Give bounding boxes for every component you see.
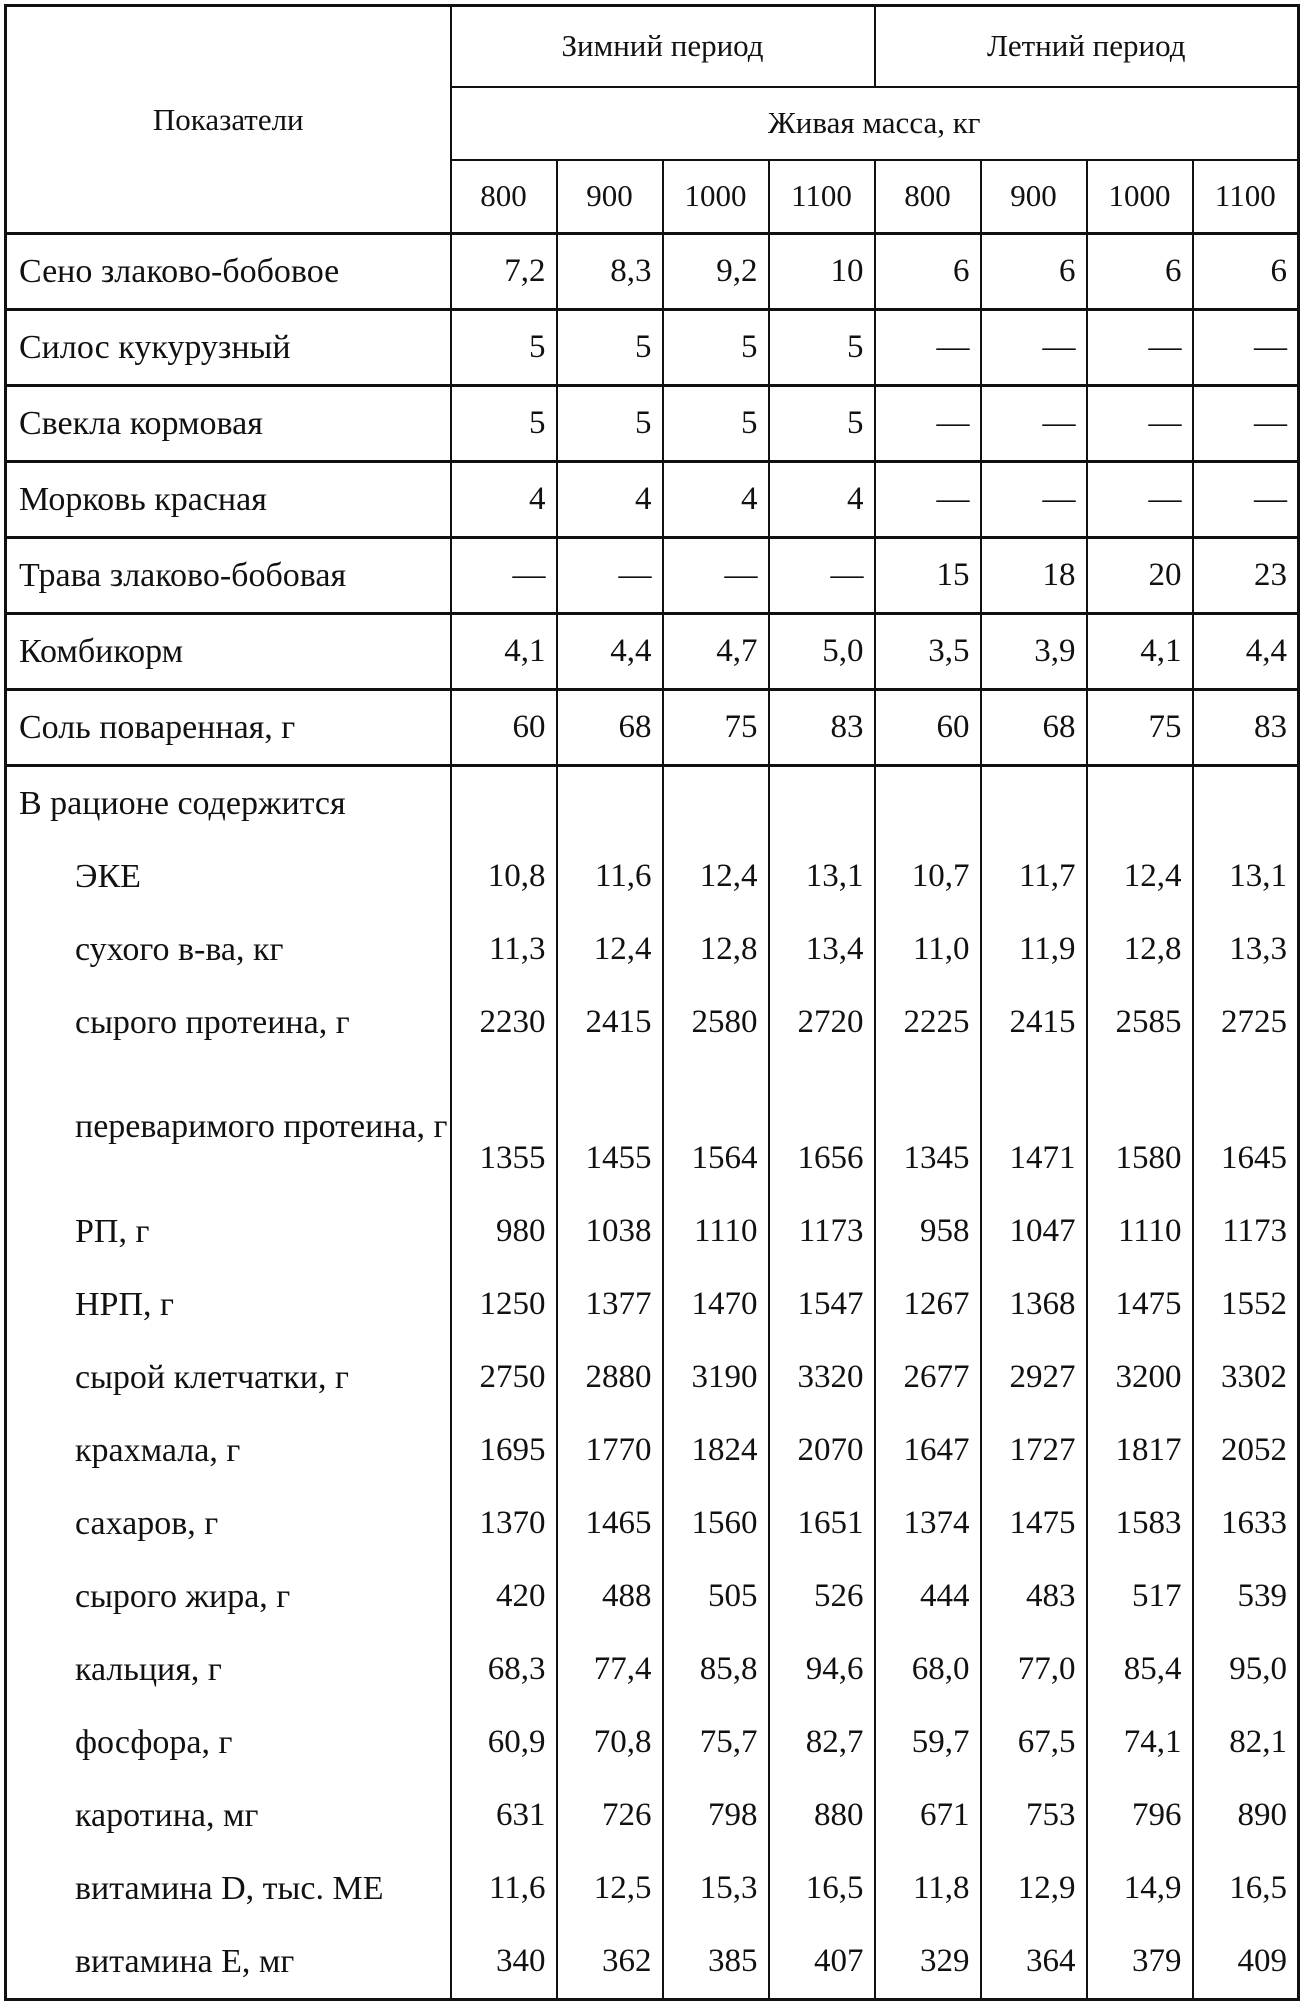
content-value-cell: 890 <box>1193 1779 1299 1852</box>
feed-value-cell: 4,1 <box>451 614 557 690</box>
content-value-cell: 1817 <box>1087 1414 1193 1487</box>
content-value-cell: 74,1 <box>1087 1706 1193 1779</box>
feed-value-cell: — <box>1087 310 1193 386</box>
content-row <box>6 1268 1299 1341</box>
content-value-cell: 1250 <box>451 1268 557 1341</box>
content-value-cell: 1465 <box>557 1487 663 1560</box>
empty-cell <box>557 766 663 841</box>
content-row <box>6 1779 1299 1852</box>
feed-value-cell: 4 <box>557 462 663 538</box>
header-row-periods <box>6 6 1299 87</box>
feed-value-cell: — <box>875 386 981 462</box>
feed-value-cell: — <box>451 538 557 614</box>
content-value-cell: 11,6 <box>557 840 663 913</box>
content-value-cell: 420 <box>451 1560 557 1633</box>
content-value-cell: 12,4 <box>557 913 663 986</box>
summer-period-header: Летний период <box>875 6 1299 87</box>
content-row <box>6 1341 1299 1414</box>
empty-cell <box>875 766 981 841</box>
feed-value-cell: — <box>1193 310 1299 386</box>
content-value-cell: 75,7 <box>663 1706 769 1779</box>
feed-value-cell: — <box>663 538 769 614</box>
content-value-cell: 505 <box>663 1560 769 1633</box>
ration-table-page <box>4 4 1298 1992</box>
content-value-cell: 82,7 <box>769 1706 875 1779</box>
content-value-cell: 1110 <box>663 1195 769 1268</box>
feed-value-cell: 4,1 <box>1087 614 1193 690</box>
content-section-title: В рационе содержится <box>6 766 451 841</box>
content-value-cell: 1374 <box>875 1487 981 1560</box>
content-row <box>6 1852 1299 1925</box>
content-value-cell: 1471 <box>981 1059 1087 1195</box>
feed-value-cell: 68 <box>981 690 1087 766</box>
content-label: каротина, мг <box>6 1779 451 1852</box>
content-value-cell: 11,3 <box>451 913 557 986</box>
content-value-cell: 12,8 <box>663 913 769 986</box>
content-value-cell: 1552 <box>1193 1268 1299 1341</box>
content-value-cell: 2927 <box>981 1341 1087 1414</box>
content-label: сырого протеина, г <box>6 986 451 1059</box>
content-value-cell: 1047 <box>981 1195 1087 1268</box>
content-row <box>6 986 1299 1059</box>
weight-header-cell: 900 <box>981 160 1087 234</box>
content-label: НРП, г <box>6 1268 451 1341</box>
feed-value-cell: — <box>981 386 1087 462</box>
content-row <box>6 913 1299 986</box>
content-label: кальция, г <box>6 1633 451 1706</box>
content-value-cell: 385 <box>663 1925 769 2000</box>
content-row <box>6 840 1299 913</box>
feed-value-cell: 6 <box>1087 234 1193 310</box>
content-value-cell: 67,5 <box>981 1706 1087 1779</box>
content-label: витамина Е, мг <box>6 1925 451 2000</box>
feed-label: Силос кукурузный <box>6 310 451 386</box>
content-value-cell: 409 <box>1193 1925 1299 2000</box>
feed-value-cell: 5 <box>557 310 663 386</box>
content-row <box>6 1195 1299 1268</box>
content-section-title-row <box>6 766 1299 841</box>
content-value-cell: 2415 <box>557 986 663 1059</box>
feed-value-cell: 9,2 <box>663 234 769 310</box>
content-value-cell: 2415 <box>981 986 1087 1059</box>
content-value-cell: 82,1 <box>1193 1706 1299 1779</box>
content-value-cell: 1355 <box>451 1059 557 1195</box>
content-row <box>6 1487 1299 1560</box>
content-value-cell: 13,4 <box>769 913 875 986</box>
content-value-cell: 1580 <box>1087 1059 1193 1195</box>
content-value-cell: 3190 <box>663 1341 769 1414</box>
content-value-cell: 1377 <box>557 1268 663 1341</box>
content-label: крахмала, г <box>6 1414 451 1487</box>
content-value-cell: 1370 <box>451 1487 557 1560</box>
content-value-cell: 60,9 <box>451 1706 557 1779</box>
content-value-cell: 12,8 <box>1087 913 1193 986</box>
content-label: сахаров, г <box>6 1487 451 1560</box>
content-value-cell: 1475 <box>981 1487 1087 1560</box>
content-value-cell: 11,6 <box>451 1852 557 1925</box>
content-value-cell: 1564 <box>663 1059 769 1195</box>
content-value-cell: 726 <box>557 1779 663 1852</box>
content-value-cell: 68,0 <box>875 1633 981 1706</box>
feed-value-cell: — <box>1193 462 1299 538</box>
feed-value-cell: 5 <box>663 310 769 386</box>
content-value-cell: 11,0 <box>875 913 981 986</box>
content-value-cell: 1656 <box>769 1059 875 1195</box>
feed-value-cell: 4,4 <box>1193 614 1299 690</box>
empty-cell <box>1193 766 1299 841</box>
content-value-cell: 2070 <box>769 1414 875 1487</box>
feed-row <box>6 614 1299 690</box>
content-value-cell: 16,5 <box>1193 1852 1299 1925</box>
content-label: фосфора, г <box>6 1706 451 1779</box>
content-value-cell: 11,8 <box>875 1852 981 1925</box>
feed-value-cell: 5 <box>451 386 557 462</box>
content-value-cell: 1173 <box>1193 1195 1299 1268</box>
content-value-cell: 13,3 <box>1193 913 1299 986</box>
content-label: переваримого протеина, г <box>6 1059 451 1195</box>
feed-value-cell: — <box>1193 386 1299 462</box>
content-value-cell: 1267 <box>875 1268 981 1341</box>
content-value-cell: 3200 <box>1087 1341 1193 1414</box>
content-value-cell: 2677 <box>875 1341 981 1414</box>
content-value-cell: 1727 <box>981 1414 1087 1487</box>
content-value-cell: 12,4 <box>1087 840 1193 913</box>
feed-label: Комбикорм <box>6 614 451 690</box>
content-value-cell: 10,8 <box>451 840 557 913</box>
feed-value-cell: 6 <box>981 234 1087 310</box>
content-value-cell: 68,3 <box>451 1633 557 1706</box>
weight-header-cell: 1000 <box>663 160 769 234</box>
feed-value-cell: 68 <box>557 690 663 766</box>
live-weight-header: Живая масса, кг <box>451 87 1299 160</box>
content-label: ЭКЕ <box>6 840 451 913</box>
content-value-cell: 94,6 <box>769 1633 875 1706</box>
content-label: РП, г <box>6 1195 451 1268</box>
feed-value-cell: 10 <box>769 234 875 310</box>
content-row <box>6 1414 1299 1487</box>
content-value-cell: 2225 <box>875 986 981 1059</box>
content-value-cell: 2720 <box>769 986 875 1059</box>
content-value-cell: 631 <box>451 1779 557 1852</box>
content-value-cell: 11,7 <box>981 840 1087 913</box>
content-value-cell: 1470 <box>663 1268 769 1341</box>
feed-value-cell: — <box>1087 386 1193 462</box>
content-value-cell: 2052 <box>1193 1414 1299 1487</box>
content-value-cell: 753 <box>981 1779 1087 1852</box>
feed-row <box>6 538 1299 614</box>
feed-value-cell: — <box>769 538 875 614</box>
feed-value-cell: 5 <box>769 310 875 386</box>
feed-value-cell: 4,7 <box>663 614 769 690</box>
content-value-cell: 2230 <box>451 986 557 1059</box>
feed-row <box>6 234 1299 310</box>
feed-label: Свекла кормовая <box>6 386 451 462</box>
weight-header-cell: 800 <box>451 160 557 234</box>
content-value-cell: 1770 <box>557 1414 663 1487</box>
content-value-cell: 3302 <box>1193 1341 1299 1414</box>
content-value-cell: 1645 <box>1193 1059 1299 1195</box>
content-row <box>6 1633 1299 1706</box>
content-value-cell: 1560 <box>663 1487 769 1560</box>
content-label: сухого в-ва, кг <box>6 913 451 986</box>
content-value-cell: 1824 <box>663 1414 769 1487</box>
feed-value-cell: — <box>1087 462 1193 538</box>
content-value-cell: 880 <box>769 1779 875 1852</box>
content-label: витамина D, тыс. МЕ <box>6 1852 451 1925</box>
content-value-cell: 1110 <box>1087 1195 1193 1268</box>
feed-value-cell: 18 <box>981 538 1087 614</box>
content-value-cell: 340 <box>451 1925 557 2000</box>
content-row <box>6 1706 1299 1779</box>
content-value-cell: 958 <box>875 1195 981 1268</box>
feed-value-cell: 4 <box>451 462 557 538</box>
feed-row <box>6 462 1299 538</box>
content-value-cell: 796 <box>1087 1779 1193 1852</box>
content-value-cell: 1173 <box>769 1195 875 1268</box>
content-value-cell: 329 <box>875 1925 981 2000</box>
winter-period-header: Зимний период <box>451 6 875 87</box>
content-value-cell: 2580 <box>663 986 769 1059</box>
feed-value-cell: 3,5 <box>875 614 981 690</box>
feed-value-cell: — <box>981 462 1087 538</box>
content-value-cell: 3320 <box>769 1341 875 1414</box>
feed-value-cell: 60 <box>451 690 557 766</box>
content-value-cell: 1368 <box>981 1268 1087 1341</box>
feed-value-cell: 7,2 <box>451 234 557 310</box>
feed-value-cell: 8,3 <box>557 234 663 310</box>
content-value-cell: 671 <box>875 1779 981 1852</box>
feed-value-cell: 3,9 <box>981 614 1087 690</box>
content-value-cell: 379 <box>1087 1925 1193 2000</box>
content-value-cell: 1651 <box>769 1487 875 1560</box>
content-label: сырого жира, г <box>6 1560 451 1633</box>
content-value-cell: 1583 <box>1087 1487 1193 1560</box>
empty-cell <box>1087 766 1193 841</box>
indicators-header: Показатели <box>6 6 451 234</box>
feed-value-cell: 5 <box>557 386 663 462</box>
feed-value-cell: 4 <box>769 462 875 538</box>
content-value-cell: 1547 <box>769 1268 875 1341</box>
weight-header-cell: 800 <box>875 160 981 234</box>
feed-label: Сено злаково-бобовое <box>6 234 451 310</box>
empty-cell <box>451 766 557 841</box>
feed-label: Трава злаково-бобовая <box>6 538 451 614</box>
feed-value-cell: 5 <box>451 310 557 386</box>
feed-value-cell: 4 <box>663 462 769 538</box>
content-value-cell: 539 <box>1193 1560 1299 1633</box>
content-value-cell: 1647 <box>875 1414 981 1487</box>
content-value-cell: 77,4 <box>557 1633 663 1706</box>
content-row <box>6 1560 1299 1633</box>
content-value-cell: 407 <box>769 1925 875 2000</box>
content-label: сырой клетчатки, г <box>6 1341 451 1414</box>
content-value-cell: 980 <box>451 1195 557 1268</box>
content-value-cell: 1475 <box>1087 1268 1193 1341</box>
content-value-cell: 1695 <box>451 1414 557 1487</box>
content-value-cell: 10,7 <box>875 840 981 913</box>
content-value-cell: 14,9 <box>1087 1852 1193 1925</box>
feed-value-cell: 60 <box>875 690 981 766</box>
content-value-cell: 12,4 <box>663 840 769 913</box>
feed-value-cell: 83 <box>769 690 875 766</box>
content-value-cell: 2880 <box>557 1341 663 1414</box>
content-value-cell: 2725 <box>1193 986 1299 1059</box>
content-value-cell: 77,0 <box>981 1633 1087 1706</box>
feed-value-cell: — <box>875 310 981 386</box>
weight-header-cell: 1100 <box>1193 160 1299 234</box>
feed-value-cell: 6 <box>1193 234 1299 310</box>
feed-value-cell: — <box>557 538 663 614</box>
content-value-cell: 13,1 <box>769 840 875 913</box>
feed-value-cell: 4,4 <box>557 614 663 690</box>
feed-value-cell: 5,0 <box>769 614 875 690</box>
feed-row <box>6 386 1299 462</box>
content-value-cell: 1038 <box>557 1195 663 1268</box>
empty-cell <box>769 766 875 841</box>
content-value-cell: 13,1 <box>1193 840 1299 913</box>
content-value-cell: 12,5 <box>557 1852 663 1925</box>
content-value-cell: 798 <box>663 1779 769 1852</box>
content-value-cell: 15,3 <box>663 1852 769 1925</box>
content-value-cell: 362 <box>557 1925 663 2000</box>
feed-value-cell: 20 <box>1087 538 1193 614</box>
feed-value-cell: 83 <box>1193 690 1299 766</box>
feed-row <box>6 310 1299 386</box>
feed-value-cell: 5 <box>663 386 769 462</box>
feed-value-cell: 75 <box>1087 690 1193 766</box>
content-value-cell: 444 <box>875 1560 981 1633</box>
content-value-cell: 70,8 <box>557 1706 663 1779</box>
content-value-cell: 1455 <box>557 1059 663 1195</box>
content-value-cell: 1633 <box>1193 1487 1299 1560</box>
content-value-cell: 59,7 <box>875 1706 981 1779</box>
content-value-cell: 95,0 <box>1193 1633 1299 1706</box>
content-value-cell: 11,9 <box>981 913 1087 986</box>
content-value-cell: 2585 <box>1087 986 1193 1059</box>
weight-header-cell: 1000 <box>1087 160 1193 234</box>
content-value-cell: 1345 <box>875 1059 981 1195</box>
feed-value-cell: 75 <box>663 690 769 766</box>
feed-value-cell: 5 <box>769 386 875 462</box>
feed-value-cell: 6 <box>875 234 981 310</box>
content-value-cell: 488 <box>557 1560 663 1633</box>
content-value-cell: 16,5 <box>769 1852 875 1925</box>
weight-header-cell: 1100 <box>769 160 875 234</box>
ration-table <box>4 4 1300 2001</box>
content-row <box>6 1059 1299 1195</box>
content-value-cell: 2750 <box>451 1341 557 1414</box>
feed-label: Морковь красная <box>6 462 451 538</box>
content-value-cell: 526 <box>769 1560 875 1633</box>
feed-value-cell: 23 <box>1193 538 1299 614</box>
feed-label: Соль поваренная, г <box>6 690 451 766</box>
feed-value-cell: — <box>981 310 1087 386</box>
content-value-cell: 364 <box>981 1925 1087 2000</box>
feed-row <box>6 690 1299 766</box>
content-row <box>6 1925 1299 2000</box>
content-value-cell: 517 <box>1087 1560 1193 1633</box>
content-value-cell: 85,8 <box>663 1633 769 1706</box>
content-value-cell: 12,9 <box>981 1852 1087 1925</box>
feed-value-cell: — <box>875 462 981 538</box>
content-value-cell: 483 <box>981 1560 1087 1633</box>
weight-header-cell: 900 <box>557 160 663 234</box>
empty-cell <box>663 766 769 841</box>
content-value-cell: 85,4 <box>1087 1633 1193 1706</box>
empty-cell <box>981 766 1087 841</box>
feed-value-cell: 15 <box>875 538 981 614</box>
